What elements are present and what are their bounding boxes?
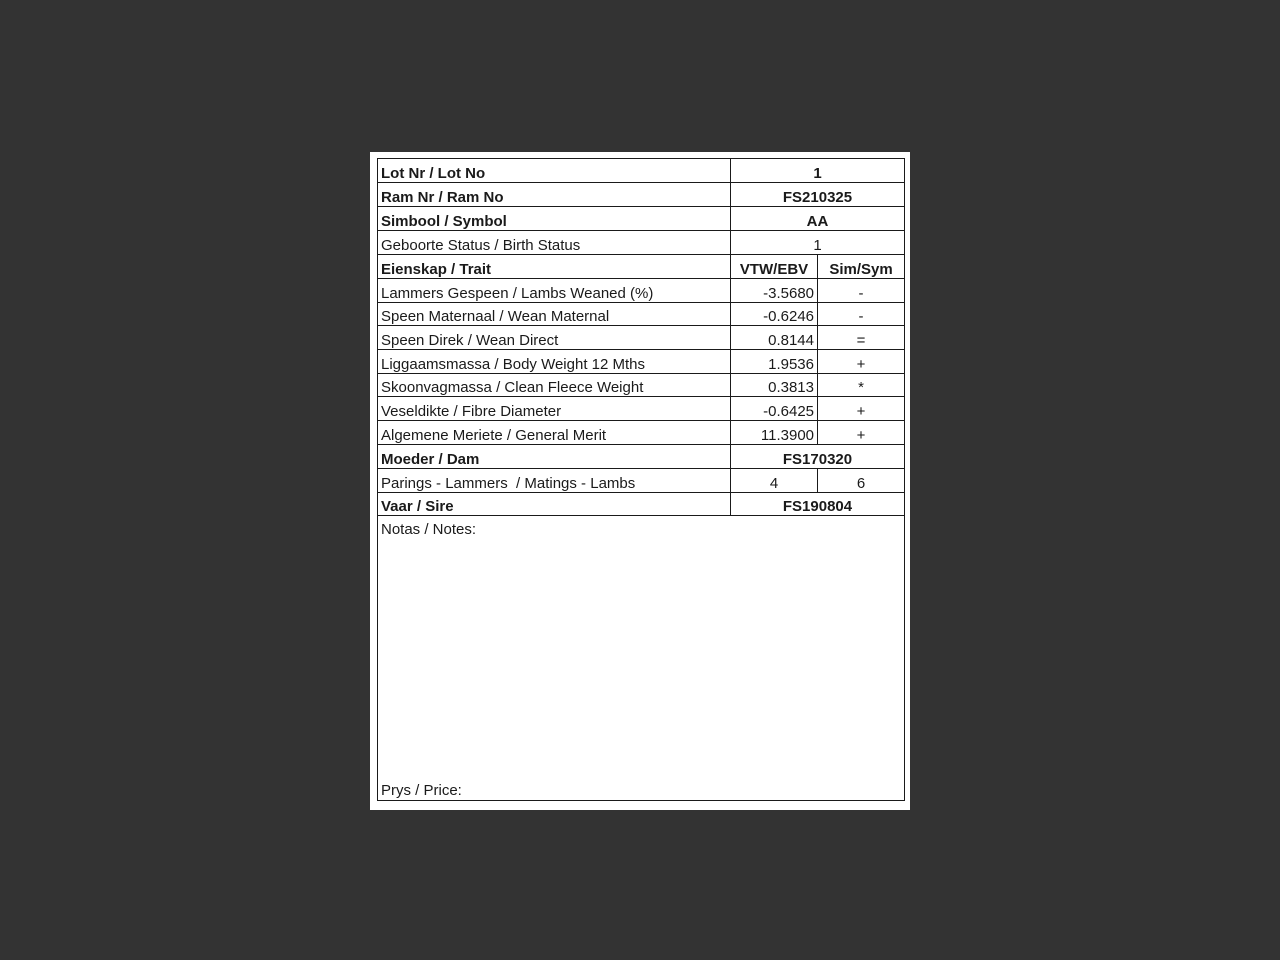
symbol-row <box>378 207 904 231</box>
ebv-column-header: VTW/EBV <box>731 255 818 278</box>
birth-status-value: 1 <box>813 237 822 254</box>
ram-number-value: FS210325 <box>782 189 853 206</box>
trait-symbol: = <box>856 332 866 349</box>
lot-number-label: Lot Nr / Lot No <box>378 159 731 182</box>
trait-symbol: - <box>858 308 864 325</box>
matings-row <box>378 469 904 493</box>
sym-column-header: Sim/Sym <box>829 261 893 278</box>
ram-number-label: Ram Nr / Ram No <box>378 183 731 206</box>
sire-value: FS190804 <box>782 498 853 515</box>
trait-ebv: 0.8144 <box>731 326 818 349</box>
price-label: Prys / Price: <box>381 782 462 799</box>
birth-status-row <box>378 231 904 255</box>
trait-ebv: -0.6425 <box>731 397 818 420</box>
trait-label: Skoonvagmassa / Clean Fleece Weight <box>378 373 731 396</box>
dam-value: FS170320 <box>782 451 853 468</box>
lot-table <box>377 158 905 801</box>
trait-ebv: 0.3813 <box>731 373 818 396</box>
trait-label: Speen Direk / Wean Direct <box>378 326 731 349</box>
trait-symbol: + <box>856 403 866 420</box>
trait-row <box>378 373 904 397</box>
trait-row <box>378 279 904 303</box>
lot-number-row <box>378 159 904 183</box>
dam-row <box>378 445 904 469</box>
lot-card <box>370 152 910 810</box>
notes-area <box>378 516 904 800</box>
trait-label: Algemene Meriete / General Merit <box>378 421 731 444</box>
trait-ebv: 11.3900 <box>731 421 818 444</box>
dam-label: Moeder / Dam <box>378 445 731 468</box>
sire-label: Vaar / Sire <box>378 492 731 515</box>
symbol-value: AA <box>806 213 829 230</box>
trait-symbol: * <box>858 379 864 396</box>
trait-row <box>378 326 904 350</box>
lot-number-value: 1 <box>813 165 822 182</box>
trait-symbol: + <box>856 356 866 373</box>
trait-label: Liggaamsmassa / Body Weight 12 Mths <box>378 350 731 373</box>
trait-label: Lammers Gespeen / Lambs Weaned (%) <box>378 279 731 302</box>
birth-status-label: Geboorte Status / Birth Status <box>378 231 731 254</box>
traits-header-row <box>378 255 904 279</box>
trait-ebv: -3.5680 <box>731 279 818 302</box>
sire-row <box>378 492 904 516</box>
symbol-label: Simbool / Symbol <box>378 207 731 230</box>
ram-number-row <box>378 183 904 207</box>
trait-label: Speen Maternaal / Wean Maternal <box>378 302 731 325</box>
trait-row <box>378 302 904 326</box>
trait-symbol: - <box>858 285 864 302</box>
trait-ebv: 1.9536 <box>731 350 818 373</box>
lambs-count: 6 <box>856 475 866 492</box>
trait-symbol: + <box>856 427 866 444</box>
notes-label: Notas / Notes: <box>381 521 477 538</box>
trait-row <box>378 421 904 445</box>
trait-label: Veseldikte / Fibre Diameter <box>378 397 731 420</box>
trait-ebv: -0.6246 <box>731 302 818 325</box>
trait-row <box>378 350 904 374</box>
trait-row <box>378 397 904 421</box>
matings-label: Parings - Lammers / Matings - Lambs <box>378 469 731 492</box>
matings-count: 4 <box>731 469 818 492</box>
trait-column-header: Eienskap / Trait <box>378 255 731 278</box>
